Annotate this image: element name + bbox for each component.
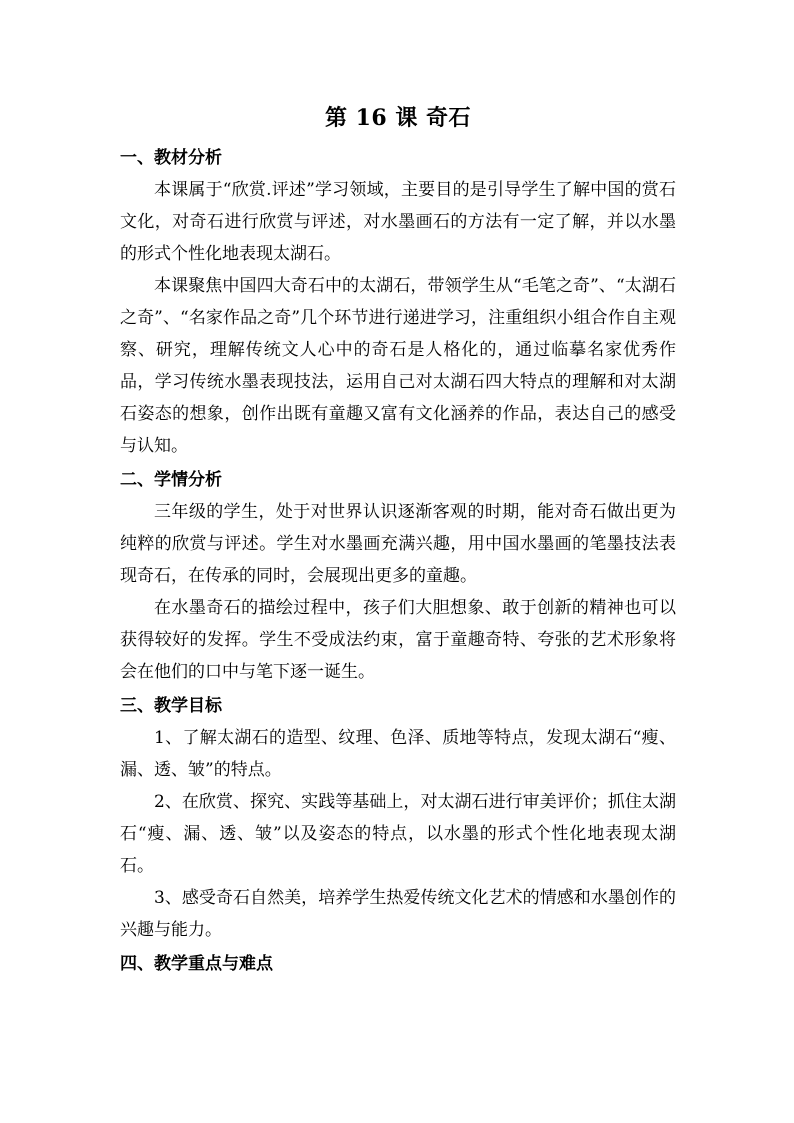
page-title: 第 16 课 奇石 bbox=[324, 105, 472, 131]
paragraph-teaching-goal-1: 1、了解太湖石的造型、纹理、色泽、质地等特点，发现太湖石“瘦、漏、透、皱”的特点。 bbox=[120, 728, 676, 780]
paragraph-student-analysis-1: 三年级的学生，处于对世界认识逐渐客观的时期，能对奇石做出更为纯粹的欣赏与评述。学生对水墨画充满兴趣，用中国水墨画的笔墨技法表现奇石，在传承的同时，会展现出更多的童趣。 bbox=[120, 502, 676, 586]
section-heading-student-analysis: 二、学情分析 bbox=[120, 470, 222, 490]
document-body bbox=[120, 100, 676, 980]
section-heading-textbook-analysis: 一、教材分析 bbox=[120, 148, 222, 168]
section-heading-teaching-goals: 三、教学目标 bbox=[120, 696, 222, 716]
paragraph-teaching-goal-2: 2、在欣赏、探究、实践等基础上，对太湖石进行审美评价；抓住太湖石“瘦、漏、透、皱”以及姿态的特点，以水墨的形式个性化地表现太湖石。 bbox=[120, 792, 676, 876]
paragraph-textbook-analysis-2: 本课聚焦中国四大奇石中的太湖石，带领学生从“毛笔之奇”、“太湖石之奇”、“名家作品之奇”几个环节进行递进学习，注重组织小组合作自主观察、研究，理解传统文人心中的奇石是人格化的，通过临摹名家优秀作品，学习传统水墨表现技法，运用自己对太湖石四大特点的理解和对太湖石姿态的想象，创作出既有童趣又富有文化涵养的作品，表达自己的感受与认知。 bbox=[120, 276, 676, 456]
paragraph-student-analysis-2: 在水墨奇石的描绘过程中，孩子们大胆想象、敢于创新的精神也可以获得较好的发挥。学生不受成法约束，富于童趣奇特、夸张的艺术形象将会在他们的口中与笔下逐一诞生。 bbox=[120, 598, 676, 682]
paragraph-textbook-analysis-1: 本课属于“欣赏.评述”学习领域，主要目的是引导学生了解中国的赏石文化，对奇石进行欣赏与评述，对水墨画石的方法有一定了解，并以水墨的形式个性化地表现太湖石。 bbox=[120, 180, 676, 264]
paragraph-teaching-goal-3: 3、感受奇石自然美，培养学生热爱传统文化艺术的情感和水墨创作的兴趣与能力。 bbox=[120, 888, 676, 940]
section-heading-key-points: 四、教学重点与难点 bbox=[120, 954, 273, 974]
